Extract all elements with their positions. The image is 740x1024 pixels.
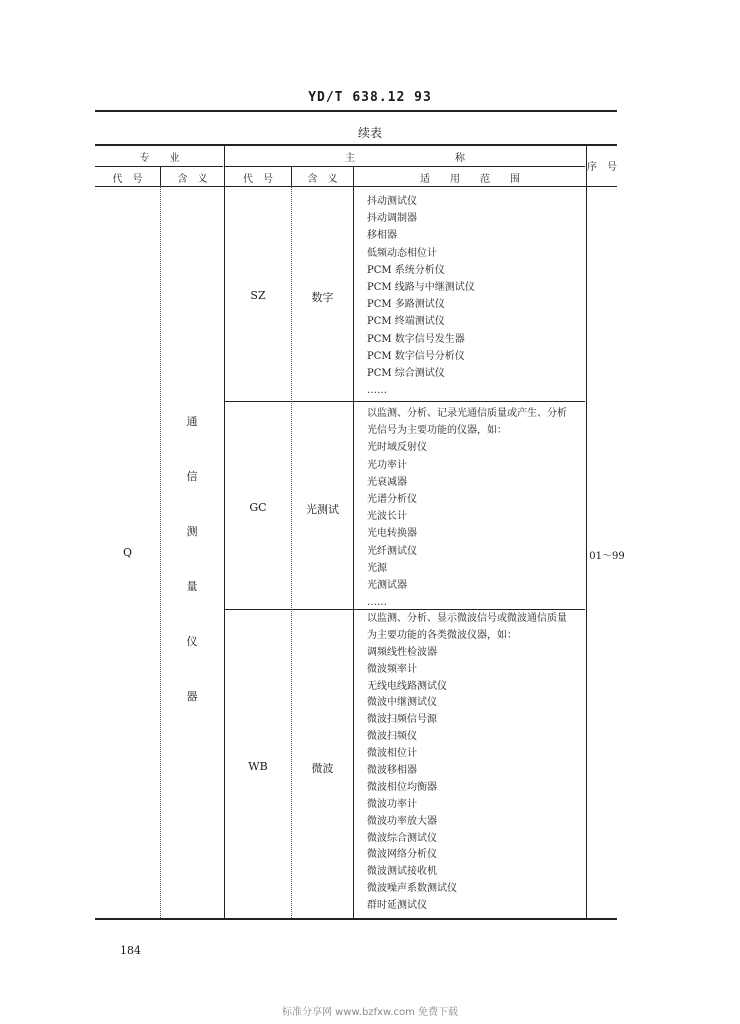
specialty-meaning-char: 信 bbox=[186, 470, 198, 483]
scope-item: 微波网络分析仪 bbox=[367, 849, 437, 861]
scope-item: 抖动调制器 bbox=[367, 213, 417, 225]
scope-item: PCM 综合测试仪 bbox=[367, 367, 445, 379]
scope-item: 调频线性检波器 bbox=[367, 646, 437, 658]
col-divider-specialty bbox=[160, 186, 161, 918]
scope-item: 光电转换器 bbox=[367, 528, 417, 540]
header-main: 主 称 bbox=[345, 153, 465, 164]
specialty-code: Q bbox=[122, 546, 133, 559]
scope-list-sz bbox=[367, 193, 475, 399]
scope-list-wb bbox=[367, 611, 567, 915]
scope-item: PCM 数字信号发生器 bbox=[367, 333, 465, 345]
standard-code-header: YD/T 638.12 93 bbox=[308, 90, 432, 105]
scope-item: 光谱分析仪 bbox=[367, 493, 417, 505]
scope-item: 微波综合测试仪 bbox=[367, 832, 437, 844]
scope-item: 光功率计 bbox=[367, 459, 407, 471]
scope-item: 光波长计 bbox=[367, 511, 407, 523]
scope-item: 光衰减器 bbox=[367, 476, 407, 488]
scope-item: 光纤测试仪 bbox=[367, 545, 417, 557]
scope-item: 微波测试接收机 bbox=[367, 866, 437, 878]
specialty-meaning-char: 量 bbox=[186, 580, 198, 593]
scope-item: 低频动态相位计 bbox=[367, 247, 437, 259]
header-serial: 序 号 bbox=[587, 162, 617, 173]
group-header-underline-main bbox=[225, 166, 585, 167]
subheader-scope: 适 用 范 围 bbox=[420, 174, 520, 185]
scope-item: …… bbox=[367, 385, 387, 397]
scope-item: PCM 终端测试仪 bbox=[367, 316, 445, 328]
row-meaning-sz: 数字 bbox=[311, 291, 334, 304]
specialty-meaning-char: 器 bbox=[186, 690, 198, 703]
specialty-meaning-char: 测 bbox=[186, 525, 198, 538]
scope-item: 微波相位均衡器 bbox=[367, 781, 437, 793]
scope-item: 光测试器 bbox=[367, 579, 407, 591]
scope-item: 微波功率放大器 bbox=[367, 815, 437, 827]
scope-item: 微波频率计 bbox=[367, 663, 417, 675]
table-caption: 续表 bbox=[357, 126, 382, 140]
header-specialty: 专 业 bbox=[139, 153, 180, 164]
row-code-wb: WB bbox=[248, 760, 268, 773]
subheader-code-1: 代 号 bbox=[112, 174, 143, 185]
footer-watermark: 标准分享网 www.bzfxw.com 免费下载 bbox=[282, 1007, 458, 1018]
scope-item: 为主要功能的各类微波仪器，如： bbox=[367, 629, 517, 641]
scope-list-gc bbox=[367, 405, 567, 611]
col-divider-main-left bbox=[224, 144, 225, 918]
scope-item: 群时延测试仪 bbox=[367, 900, 427, 912]
scope-item: 微波扫频信号源 bbox=[367, 714, 437, 726]
scope-item: 光源 bbox=[367, 562, 387, 574]
specialty-meaning-char: 仪 bbox=[186, 635, 198, 648]
scope-item: PCM 系统分析仪 bbox=[367, 264, 445, 276]
table-top-border bbox=[95, 144, 617, 146]
group-header-underline-left bbox=[95, 166, 223, 167]
scope-item: 微波中继测试仪 bbox=[367, 697, 437, 709]
row-meaning-wb: 微波 bbox=[311, 762, 334, 775]
row-code-sz: SZ bbox=[250, 289, 266, 302]
serial-range: 01～99 bbox=[589, 551, 625, 562]
row-meaning-gc: 光测试 bbox=[306, 503, 339, 516]
scope-item: 光信号为主要功能的仪器，如： bbox=[367, 425, 507, 437]
scope-item: PCM 多路测试仪 bbox=[367, 299, 445, 311]
scope-item: 微波扫频仪 bbox=[367, 731, 417, 743]
page-number: 184 bbox=[120, 944, 141, 957]
row-code-gc: GC bbox=[249, 501, 267, 514]
subheader-code-2: 代 号 bbox=[243, 174, 273, 185]
col-divider-meaning-scope bbox=[353, 166, 354, 918]
scope-item: 移相器 bbox=[367, 230, 397, 242]
scope-item: 以监测、分析、显示微波信号或微波通信质量 bbox=[367, 613, 567, 624]
scope-item: 抖动测试仪 bbox=[367, 196, 417, 207]
subheader-meaning-1: 含 义 bbox=[177, 174, 208, 185]
scope-item: PCM 数字信号分析仪 bbox=[367, 350, 465, 362]
col-divider-scope-serial bbox=[586, 144, 587, 918]
header-bottom-border bbox=[95, 186, 617, 187]
scope-item: PCM 线路与中继测试仪 bbox=[367, 281, 475, 293]
scope-item: 微波噪声系数测试仪 bbox=[367, 883, 457, 895]
scope-item: 以监测、分析、记录光通信质量或产生、分析 bbox=[367, 408, 567, 419]
specialty-meaning-char: 通 bbox=[186, 415, 198, 428]
scope-item: 光时域反射仪 bbox=[367, 442, 427, 454]
subheader-meaning-2: 含 义 bbox=[307, 174, 338, 185]
scope-item: 微波功率计 bbox=[367, 798, 417, 810]
scope-item: 微波移相器 bbox=[367, 765, 417, 777]
header-rule bbox=[95, 110, 617, 112]
table-bottom-border bbox=[95, 918, 617, 920]
scope-item: 无线电线路测试仪 bbox=[367, 680, 447, 692]
row-divider-sz-gc bbox=[225, 401, 585, 402]
scope-item: …… bbox=[367, 597, 387, 609]
scope-item: 微波相位计 bbox=[367, 748, 417, 760]
